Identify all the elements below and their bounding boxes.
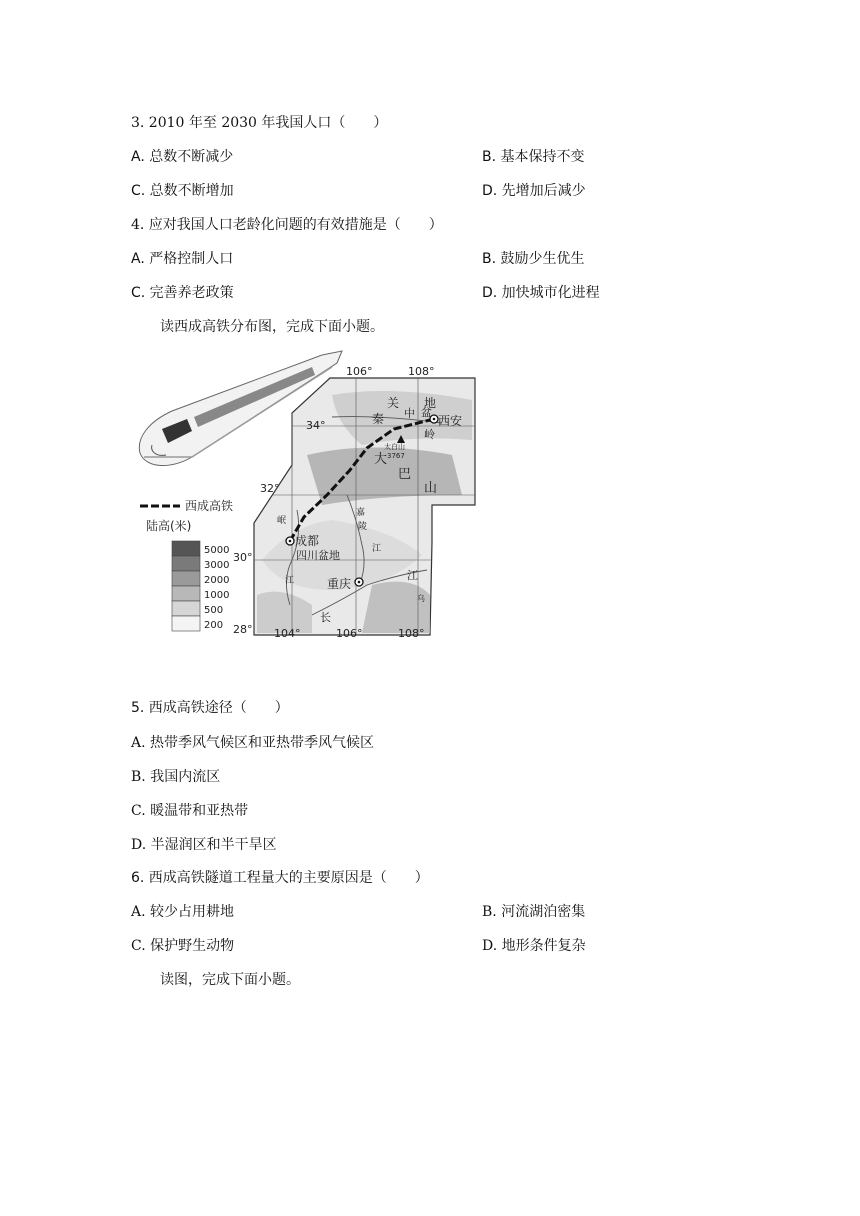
question-5-option-d: D. 半湿润区和半干旱区	[131, 837, 277, 853]
question-3-option-b: B. 基本保持不变	[482, 149, 585, 165]
legend-swatch-500	[172, 601, 200, 616]
question-5-option-a: A. 热带季风气候区和亚热带季风气候区	[131, 735, 375, 751]
question-3-stem: 3. 2010 年至 2030 年我国人口（ ）	[131, 115, 388, 131]
place-label-jiang-min: 江	[285, 576, 295, 586]
question-3-option-c: C. 总数不断增加	[131, 183, 234, 199]
legend-level-label-1000: 1000	[204, 590, 230, 601]
map-legend	[140, 498, 233, 631]
lat-label-28-left: 28°	[233, 623, 253, 636]
lon-label-bottom-104: 104°	[274, 627, 301, 640]
legend-elevation-swatches	[172, 541, 229, 631]
question-4-option-c: C. 完善养老政策	[131, 285, 234, 301]
lat-label-30-left: 30°	[233, 551, 253, 564]
lon-label-top-106: 106°	[346, 365, 373, 378]
place-label-di: 地	[424, 396, 437, 410]
place-label-ba: 巴	[398, 467, 412, 482]
question-4-option-a: A. 严格控制人口	[131, 251, 234, 267]
lat-label-34-left: 34°	[306, 419, 326, 432]
legend-swatch-200	[172, 616, 200, 631]
lon-label-top-108: 108°	[408, 365, 435, 378]
place-label-pen: 盆	[421, 406, 432, 419]
legend-title: 陆高(米)	[146, 519, 192, 533]
place-label-jiang-jialing: 江	[372, 544, 382, 554]
place-label-qin: 秦	[372, 412, 385, 426]
lon-label-bottom-106: 106°	[336, 627, 363, 640]
question-6-option-c: C. 保护野生动物	[131, 938, 235, 954]
legend-swatch-2000	[172, 571, 200, 586]
place-label-zhong: 中	[404, 407, 415, 420]
legend-swatch-1000	[172, 586, 200, 601]
place-label-wu: 乌	[417, 594, 425, 603]
place-label-sichuan-basin: 四川盆地	[296, 549, 340, 562]
question-6-stem: 6. 西成高铁隧道工程量大的主要原因是（ ）	[131, 870, 429, 886]
place-label-chang: 长	[320, 611, 331, 624]
xicheng-railway-map	[132, 345, 482, 640]
next-question-intro: 读图，完成下面小题。	[160, 972, 300, 988]
question-6-option-b: B. 河流湖泊密集	[482, 904, 586, 920]
legend-swatch-5000	[172, 541, 200, 556]
question-5-option-c: C. 暖温带和亚热带	[131, 803, 249, 819]
question-6-option-a: A. 较少占用耕地	[131, 904, 235, 920]
legend-level-label-2000: 2000	[204, 575, 230, 586]
question-6-option-d: D. 地形条件复杂	[482, 938, 586, 954]
city-label-chengdu: 成都	[295, 534, 320, 548]
question-3-option-d: D. 先增加后减少	[482, 183, 586, 199]
place-label-shan: 山	[424, 481, 438, 496]
lat-label-32-left: 32°	[260, 482, 280, 495]
question-5-stem: 5. 西成高铁途径（ ）	[131, 700, 289, 716]
question-3-option-a: A. 总数不断减少	[131, 149, 234, 165]
map-question-intro: 读西成高铁分布图，完成下面小题。	[160, 319, 384, 335]
question-4-stem: 4. 应对我国人口老龄化问题的有效措施是（ ）	[131, 217, 443, 233]
place-label-da: 大	[374, 452, 388, 467]
legend-swatch-3000	[172, 556, 200, 571]
peak-height-label: 3767	[387, 452, 405, 460]
legend-level-label-5000: 5000	[204, 545, 230, 556]
legend-level-label-200: 200	[204, 620, 224, 631]
legend-railway-label: 西成高铁	[185, 499, 234, 513]
place-label-jia: 嘉	[356, 508, 366, 518]
question-4-option-b: B. 鼓励少生优生	[482, 251, 585, 267]
question-5-option-b: B. 我国内流区	[131, 769, 221, 785]
place-label-guan: 关	[387, 396, 400, 410]
city-label-chongqing: 重庆	[327, 577, 352, 591]
place-label-ling2: 陵	[358, 522, 368, 532]
place-label-ling: 岭	[424, 428, 435, 441]
place-label-min: 岷	[277, 516, 287, 526]
lon-label-bottom-108: 108°	[398, 627, 425, 640]
legend-level-label-500: 500	[204, 605, 224, 616]
peak-name-label: 太白山	[384, 443, 405, 451]
question-4-option-d: D. 加快城市化进程	[482, 285, 600, 301]
legend-level-label-3000: 3000	[204, 560, 230, 571]
city-label-xian: 西安	[438, 414, 463, 428]
place-label-jiang-chang: 江	[407, 569, 418, 582]
